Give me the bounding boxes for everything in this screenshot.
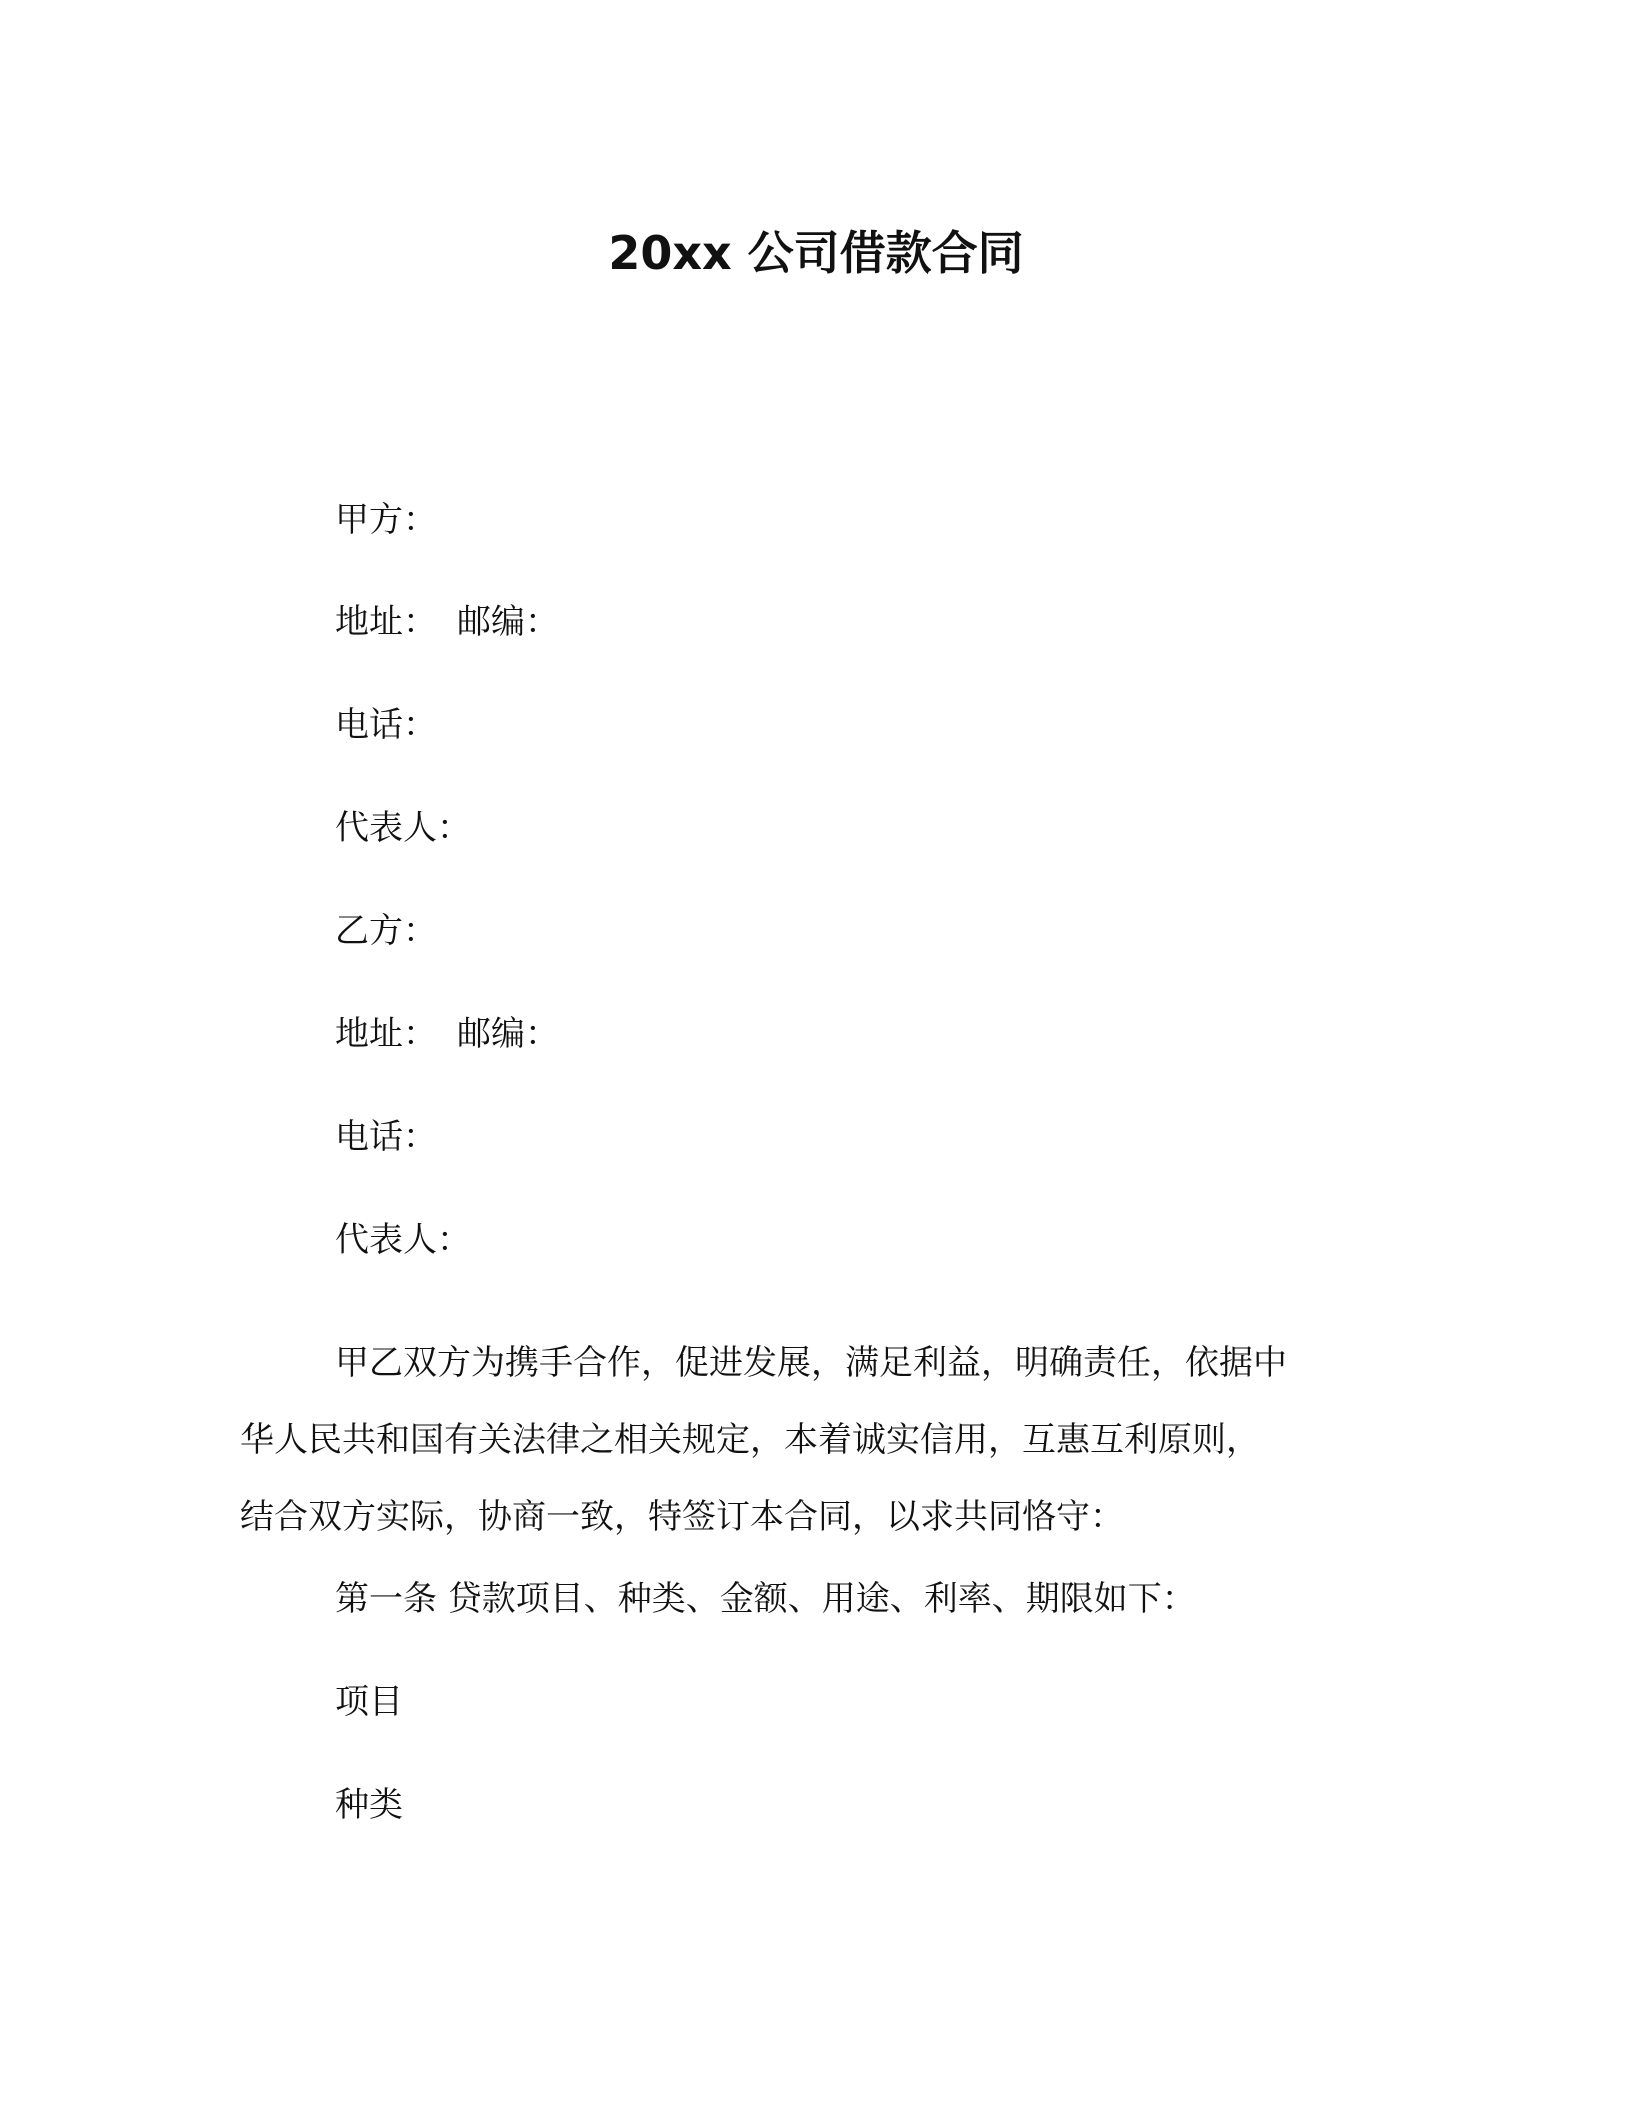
party-a-label: 甲方：: [335, 500, 437, 540]
party-a-phone-label: 电话：: [335, 705, 437, 745]
party-b-postcode-label: 邮编：: [457, 1014, 559, 1054]
preamble-line-2: 华人民共和国有关法律之相关规定，本着诚实信用，互惠互利原则，: [240, 1420, 1260, 1460]
item-project: 项目: [335, 1682, 403, 1722]
preamble-line-3: 结合双方实际，协商一致，特签订本合同，以求共同恪守：: [240, 1497, 1124, 1537]
document-title: 20xx 公司借款合同: [608, 226, 1024, 280]
party-b-label: 乙方：: [335, 911, 437, 951]
party-a-postcode-label: 邮编：: [457, 602, 559, 642]
party-a-address-line: [335, 600, 559, 644]
article-1-heading: 第一条 贷款项目、种类、金额、用途、利率、期限如下：: [335, 1579, 1196, 1619]
party-b-representative-label: 代表人：: [335, 1220, 471, 1260]
party-a-representative-label: 代表人：: [335, 808, 471, 848]
preamble-paragraph: [240, 1325, 1380, 1556]
preamble-line-1: 甲乙双方为携手合作，促进发展，满足利益，明确责任，依据中: [335, 1343, 1287, 1383]
item-type: 种类: [335, 1785, 403, 1825]
party-b-address-label: 地址：: [335, 1014, 437, 1054]
party-b-phone-label: 电话：: [335, 1117, 437, 1157]
party-a-address-label: 地址：: [335, 602, 437, 642]
party-b-address-line: [335, 1012, 559, 1056]
